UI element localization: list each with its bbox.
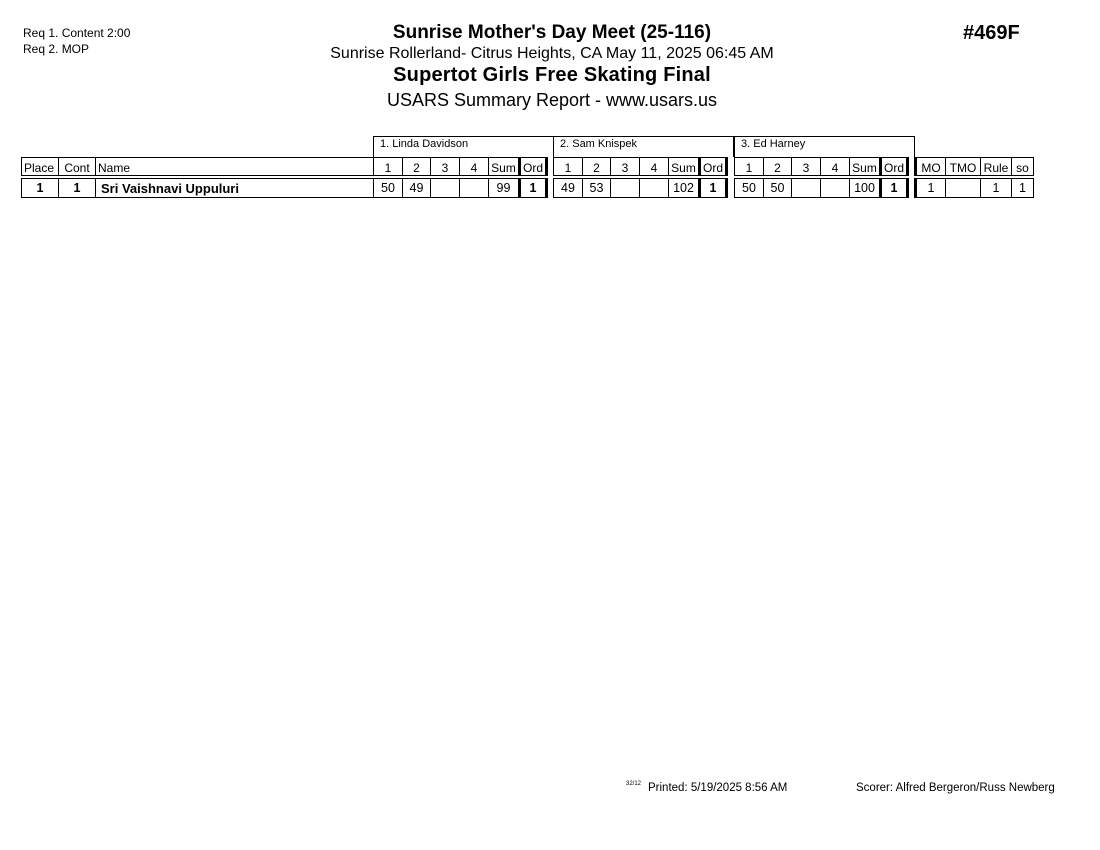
score-judge3-2 [791,178,821,198]
column-header-judge2-1: 2 [582,157,611,176]
meet-location: Sunrise Rollerland- Citrus Heights, CA May 11, 2025 06:45 AM [330,45,774,62]
column-header-judge2-4: Sum [668,157,699,176]
column-header-judge1-4: Sum [488,157,519,176]
cont-value: 1 [58,178,96,198]
column-header-cont: Cont [58,157,96,176]
tail-value-1 [945,178,981,198]
tail-value-0: 1 [914,178,946,198]
column-header-judge3-2: 3 [791,157,821,176]
column-header-judge2-5: Ord [698,157,728,176]
event-code: #469F [963,22,1020,44]
score-judge1-2 [430,178,460,198]
column-header-judge1-0: 1 [373,157,403,176]
score-judge1-1: 49 [402,178,431,198]
tail-value-3: 1 [1011,178,1034,198]
score-judge2-5: 1 [698,178,728,198]
requirement-1: Req 1. Content 2:00 [23,26,131,40]
judge-name-3: 3. Ed Harney [734,136,915,157]
column-header-tail-0: MO [914,157,946,176]
score-judge1-4: 99 [488,178,519,198]
column-header-judge1-2: 3 [430,157,460,176]
column-header-tail-3: so [1011,157,1034,176]
column-header-judge1-3: 4 [459,157,489,176]
score-judge2-4: 102 [668,178,699,198]
score-judge1-0: 50 [373,178,403,198]
score-judge3-0: 50 [734,178,764,198]
meet-title: Sunrise Mother's Day Meet (25-116) [392,22,712,43]
judge-name-2: 2. Sam Knispek [553,136,734,157]
column-header-name: Name [95,157,374,176]
place-value: 1 [21,178,59,198]
scorer-names: Scorer: Alfred Bergeron/Russ Newberg [856,782,1055,794]
column-header-judge2-3: 4 [639,157,669,176]
score-judge3-4: 100 [849,178,880,198]
score-judge2-3 [639,178,669,198]
column-header-judge3-3: 4 [820,157,850,176]
column-header-place: Place [21,157,59,176]
judge-name-1: 1. Linda Davidson [373,136,554,157]
column-header-judge3-5: Ord [879,157,909,176]
column-header-judge2-2: 3 [610,157,640,176]
score-judge2-1: 53 [582,178,611,198]
score-judge3-1: 50 [763,178,792,198]
score-judge2-2 [610,178,640,198]
printed-timestamp: Printed: 5/19/2025 8:56 AM [648,782,788,794]
score-judge3-3 [820,178,850,198]
report-title: USARS Summary Report - www.usars.us [386,90,718,110]
event-title: Supertot Girls Free Skating Final [393,64,711,86]
skater-name: Sri Vaishnavi Uppuluri [95,178,374,198]
column-header-judge2-0: 1 [553,157,583,176]
column-header-judge3-4: Sum [849,157,880,176]
score-judge2-0: 49 [553,178,583,198]
score-judge1-5: 1 [518,178,548,198]
column-header-judge3-0: 1 [734,157,764,176]
column-header-judge1-5: Ord [518,157,548,176]
column-header-judge3-1: 2 [763,157,792,176]
footer-mark: 32/12 [626,781,642,787]
tail-value-2: 1 [980,178,1012,198]
column-header-judge1-1: 2 [402,157,431,176]
column-header-tail-2: Rule [980,157,1012,176]
requirement-2: Req 2. MOP [23,42,90,56]
score-judge1-3 [459,178,489,198]
column-header-tail-1: TMO [945,157,981,176]
score-judge3-5: 1 [879,178,909,198]
